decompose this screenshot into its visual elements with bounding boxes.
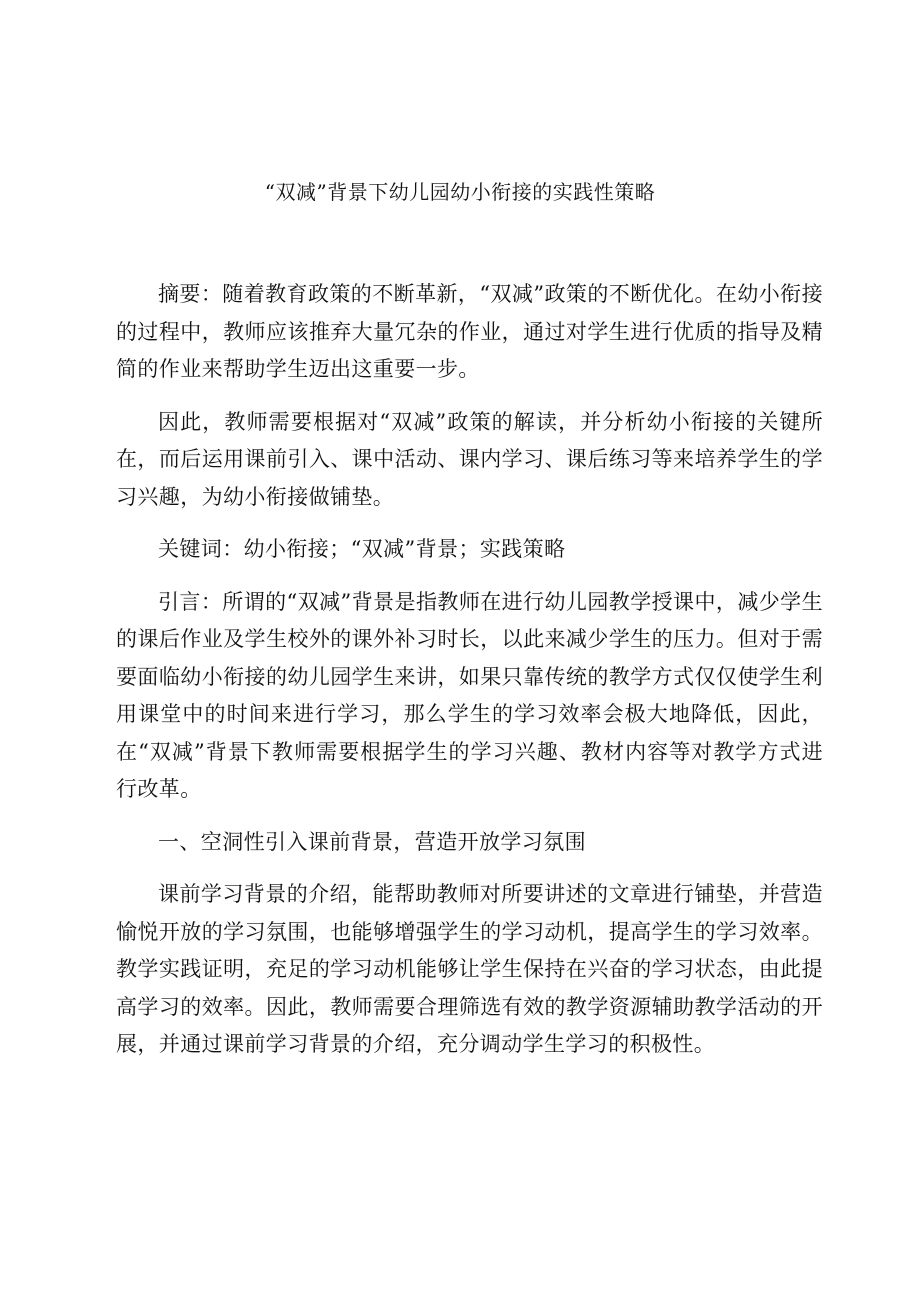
introduction-paragraph: 引言：所谓的“双减”背景是指教师在进行幼儿园教学授课中，减少学生的课后作业及学生校外的课外补习时长，以此来减少学生的压力。但对于需要面临幼小衔接的幼儿园学生来讲，如果只靠传统的教学方式仅仅使学生利用课堂中的时间来进行学习，那么学生的学习效率会极大地降低，因此，在“双减”背景下教师需要根据学生的学习兴趣、教材内容等对教学方式进行改革。 [116,589,823,801]
keywords-paragraph: 关键词：幼小衔接；“双减”背景；实践策略 [158,537,566,561]
document-title: “双减”背景下幼儿园幼小衔接的实践性策略 [264,180,656,204]
document-body [116,276,823,1079]
body-paragraph: 课前学习背景的介绍，能帮助教师对所要讲述的文章进行铺垫，并营造愉悦开放的学习氛围，也能够增强学生的学习动机，提高学生的学习效率。教学实践证明，充足的学习动机能够让学生保持在兴奋的学习状态，由此提高学习的效率。因此，教师需要合理筛选有效的教学资源辅助教学活动的开展，并通过课前学习背景的介绍，充分调动学生学习的积极性。 [116,882,823,1056]
section-heading: 一、空洞性引入课前背景，营造开放学习氛围 [158,829,586,854]
body-paragraph: 因此，教师需要根据对“双减”政策的解读，并分析幼小衔接的关键所在，而后运用课前引入、课中活动、课内学习、课后练习等来培养学生的学习兴趣，为幼小衔接做铺垫。 [116,409,823,509]
abstract-paragraph: 摘要：随着教育政策的不断革新，“双减”政策的不断优化。在幼小衔接的过程中，教师应该推弃大量冗杂的作业，通过对学生进行优质的指导及精简的作业来帮助学生迈出这重要一步。 [116,282,823,381]
